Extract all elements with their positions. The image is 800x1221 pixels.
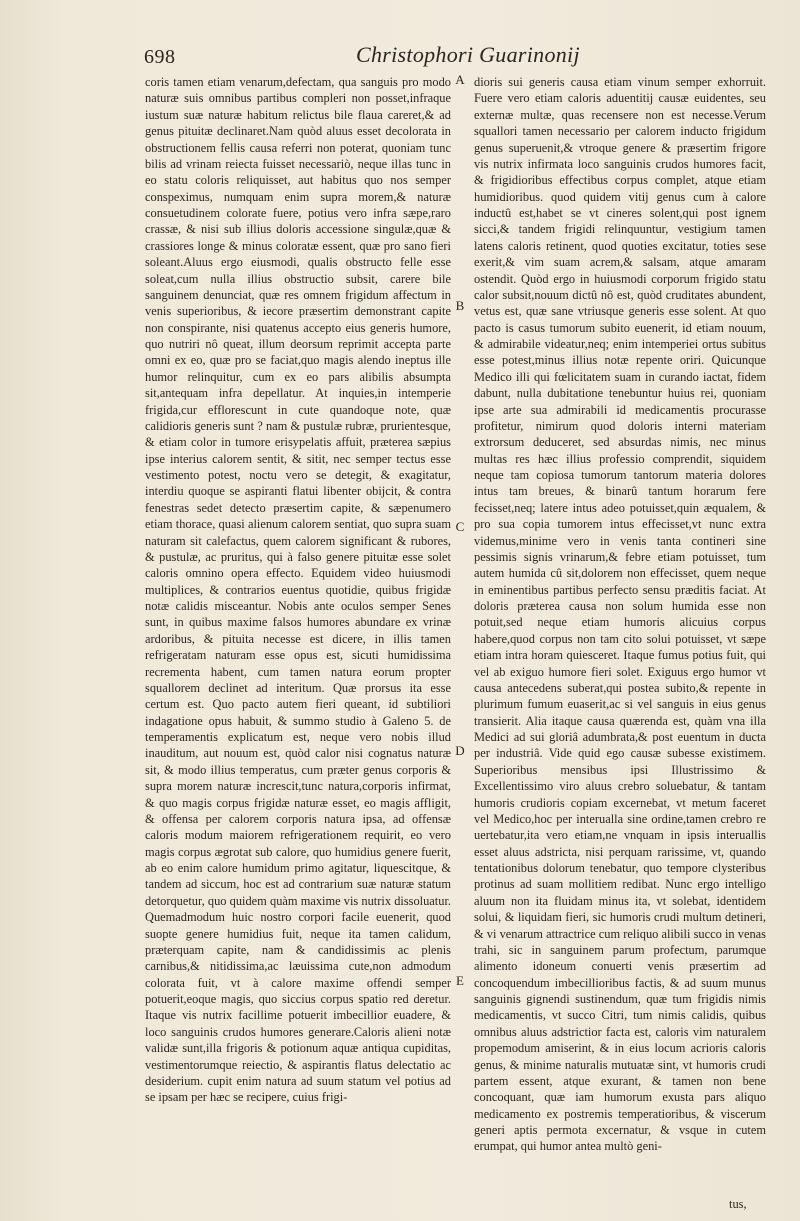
right-column-text: dioris sui generis causa etiam vinum semper exhorruit. Fuere vero etiam caloris aduentitij causæ euidentes, seu externæ multæ, quas recensere non est necesse.Verum squallori tamen necessario per calorem inducto frigidum genus superuenit,& vtroque genere & præsertim frigore vis nutrix infirmata loco sanguinis crudos humores facit, & frigidioribus effectibus corpus complet, atque etiam humidioribus. quod quidem vitij genus cum à calore inductû est,habet se vt cineres solent,qui post ignem sicci,& tandem frigidi relinquuntur, vestigium tamen latens caloris retinent, quod quoties excitatur, toties sese exerit,& vim suam acrem,& salsam, atque amaram ostendit. Quòd ergo in huiusmodi corporum frigido statu calor subsit,nouum dictû nô est, quòd cruditates abundent, vetus est, quæ sane vtriusque generis esse solent. At quo pacto is casus tumorum subito euenerit, id etiam nouum, & admirabile videatur,neq; enim intemperiei ortus subitus esse potest,minus illius notæ repente oriri. Quicunque Medico illi qui fœlicitatem suam in curando iactat, fidem dabunt, nulla dubitatione tenebuntur huius rei, quoniam ipse arte sua admirabili id medicamentis procurasse profitetur, nimirum quod doloris interni materiam extrorsum deduceret, sed absurdas nimis, nec minus multas res hæc illius professio comprendit, siquidem neque tam copiosa tumorum tantorum materia dolores intus tam breues, & binarû tantum horarum fere fecisset,neq; latere intus adeo potuisset,quin æqualem, & pro sua copia tumorem intus effecisset,vt nunc extra videmus,minime vero in venis tanta contineri sine pessimis signis vrinarum,& febre etiam potuisset, tum autem humida cû sit,dolorem non effecisset, quem neque in eminentibus partibus perfecto sensu præditis faciat. At doloris præterea causa non solum humida esse non potuit,sed neque etiam humoris alicuius corpus habere,quod corpus non tam cito solui potuisset, vt sæpe etiam intra horam quiesceret. Itaque fumus potius fuit, qui vel ab exiguo humore fieri solet. Exiguus ergo humor vt causa antecedens suberat,qui postea subito,& repente in plurimum fumum euaserit,ac si vel sanguis in eius genus transierit. Alia itaque causa quærenda est, quàm vna illa Medici ad sui gloriâ adumbrata,& post euentum in ducta per industriâ. Vide quid ego causæ subesse existimem. Superioribus mensibus ipsi Illustrissimo & Excellentissimo viro aluus crebro soluebatur, & tantam humoris crudioris copiam excernebat, vt metum faceret vel Medico,hoc per interualla sine ordine,tamen crebro re uertebatur,ita vero etiam,ne vnquam in ipsis interuallis esset aluus adstricta, nisi perquam rarissime, vt, quando tentationibus dolorum tenebatur, quo tempore clysteribus protinus ad suam mollitiem redibat. Nunc ergo intelligo aluum non ita fluidam minus ita, vt solebat, identidem solui, & liquidam fieri, sic humoris crudi multum detineri, & vi venarum attractrice cum reliquo alibili succo in venas trahi, sic in sanguinem parum profectum, parumque alimento idoneum conuerti venis præsertim ad concoquendum imbecillioribus factis, & ad suum munus sanguinis gignendi sustinendum, quæ tum frigidis nimis medicamentis, vt succo Citri, tum nimis calidis, quibus omnibus aluus adstrictior facta est, caloris vim naturalem propemodum amiserint, & in eius locum acrioris caloris genus, & minime naturalis mutuatæ sint, vt humoris crudi partem essent, atque exurant, & tamen non bene concoquant, quæ iam humorum exusta pars aliquo medicamento ex postremis temperatioribus, & viscerum generi aptis permota excernatur, & vsque in cutem erumpat, qui humor antea multò geni- [474, 75, 766, 1154]
left-column-text: coris tamen etiam venarum,defectam, qua sanguis pro modo naturæ suis omnibus partibus compleri non posset,infraque iustum suæ naturæ habitum relictus bile flaua careret,& ad genus pituitæ declinaret.Nam quòd aluus esset decolorata in obstructionem fellis causa referri non poterat, quoniam tunc bilis ad vrinam reiecta fuisset necessariò, neque illas tunc in eo statu coloris reliquisset, aut habitus quo nos semper conspeximus, numquam enim supra morem,& naturæ consuetudinem colorate fuere, potius vero infra sæpe,raro crassæ, & nisi sub illius doloris accessione singulæ,quæ & crassiores longe & minus coloratæ essent, quæ pro sano fieri soleant.Aluus ergo eiusmodi, qualis obstructo felle esse soleat,cum nulla illius obstructio subsit, carere bile sanguinem denunciat, quæ res omnem frigidum affectum in venis superioribus, & iecore præsertim demonstrant capite non conspirante, nisi quatenus accepto eius generis humore, quo nutriri nô queat, illum deorsum reprimit accepta parte omni ex eo, quæ pro se faciat,quo magis alendo ineptus ille humor relinquitur, cum ex eo pars alibilis absumpta sit,antequam infra depellatur. At inquies,in intemperie frigida,cur efflorescunt in cute quandoque note, quæ calidioris generis sunt ? nam & pustulæ rubræ, prurientesque, & etiam color in tumore erisypelatis affuit, præterea sæpius ipse interius calorem sentit, & sitit, nec semper tectus esse vestimento potest, noctu vero se detegit, & exagitatur, interdiu quoque se aspiranti flatui libenter obijcit, & contra fenestras sedet detecto præsertim capite, & sæpenumero etiam thorace, quasi alienum calorem sentiat, quo supra suam naturam sit calefactus, quem calorem significant & rubores, & pustulæ, ac pruritus, qui à falso genere pituitæ esse solet caloris omnino opera effecto. Equidem video huiusmodi multiplices, & contrarios euentus quotidie, quibus frigidæ notæ calidis misceantur. Nobis ante oculos semper Senes sunt, in quibus maxime falsos humores abundare ex vrinæ ardoribus, & pituita necesse est dicere, in illis tamen refrigeratam naturam esse opus est, sicuti humidissima recrementa habent, cum tamen natura eorum propter squallorem declinet ad interitum. Quæ prorsus ita esse certum est. Quo pacto autem fieri queant, id subtiliori indagatione opus habuit, & summo studio à Galeno 5. de temperamentis explicatum est, neque vero nobis illud inauditum, aut nouum est, quòd calor nisi cognatus naturæ sit, & modo illius temperatus, cum præter genus corporis & supra morem naturæ increscit,tunc natura,corporis infirmat, & quo magis corpus frigidæ naturæ esset, eo magis affligit, & offensa per calorem corporis natura ipsa, ad offensæ caloris modum maiorem refrigerationem requirit, eo vero magis corpus ægrotat sub calore, quo humidius genere fuerit, ab eo enim calore humidum primo agitatur, liquescitque, & tandem ad siccum, hoc est ad contrarium suæ naturæ statum detorquetur, quo quidem quàm maxime vis nutrix dissoluatur. Quemadmodum huic nostro corpori facile euenerit, quod suopte genere humidius fuit, neque ita tamen calidum, præterquam capite, nam & candidissimis ac plenis carnibus,& nitidissima,ac læuissima cute,non admodum colorata fuit, vt à calore maxime offendi semper potuerit,eoque magis, quo siccius corpus spatio red deretur. Itaque vis nutrix facillime potuerit imbecillior euadere, & loco sanguinis crudos humores generare.Caloris alieni notæ validæ sunt,illa frigoris & potionum aquæ antiqua cupiditas, vestimentorumque reiectio, & aspirantis flatus delectatio ac desiderium. cupit enim natura ad suum statum vel potius ad se ipsam per hæc se recipere, cuius frigi- [145, 75, 451, 1105]
margin-letter-b: B [455, 298, 465, 313]
page-number: 698 [144, 46, 176, 68]
margin-letter-c: C [455, 519, 465, 534]
margin-letter-d: D [455, 743, 465, 758]
margin-letter-a: A [455, 72, 465, 87]
right-column [474, 74, 766, 1155]
running-head: Christophori Guarinonij [356, 42, 580, 67]
catchword: tus, [729, 1197, 747, 1211]
page-header [0, 42, 800, 72]
left-column [145, 74, 451, 1106]
margin-letter-e: E [456, 973, 464, 988]
